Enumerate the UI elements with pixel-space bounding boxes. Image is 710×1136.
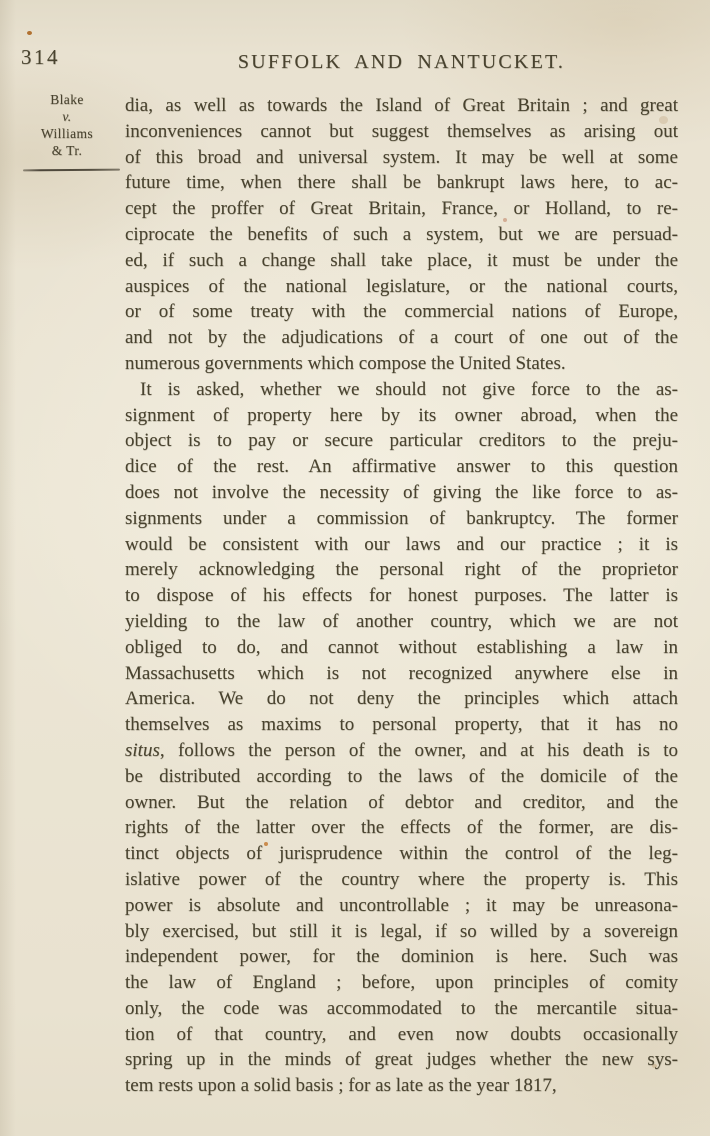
paragraph xyxy=(125,377,678,1099)
text-line: It is asked, whether we should not give force to the as- xyxy=(140,378,678,400)
text-line: yielding to the law of another country, which we are not xyxy=(125,610,678,632)
text-line: or of some treaty with the commercial nations of Europe, xyxy=(125,301,678,323)
stain-speck xyxy=(27,31,32,35)
text-line: themselves as maxims to personal property, that it has no xyxy=(125,714,678,736)
margin-note-line: v. xyxy=(62,108,72,124)
text-line: dia, as well as towards the Island of Great Britain ; and great xyxy=(125,95,678,116)
text-line: auspices of the national legislature, or the national courts, xyxy=(125,275,678,297)
text-line: dice of the rest. An affirmative answer to this question xyxy=(125,456,678,478)
text-line: bly exercised, but still it is legal, if so willed by a sovereign xyxy=(125,920,678,942)
text-line: islative power of the country where the property is. This xyxy=(125,868,678,890)
margin-note xyxy=(14,92,120,160)
text-line: rights of the latter over the effects of the former, are dis- xyxy=(125,817,678,839)
margin-note-rule xyxy=(23,169,120,172)
text-line: tinct objects of jurisprudence within the control of the leg- xyxy=(125,843,678,865)
text-line: cept the proffer of Great Britain, France, or Holland, to re- xyxy=(125,198,678,220)
text-line: does not involve the necessity of giving the like force to as- xyxy=(125,481,678,503)
text-line: future time, when there shall be bankrupt laws here, to ac- xyxy=(125,172,678,194)
margin-note-line: & Tr. xyxy=(51,142,83,158)
text-line: of this broad and universal system. It may be well at some xyxy=(125,146,678,168)
text-line: ciprocate the benefits of such a system, but we are persuad- xyxy=(125,223,678,245)
text-line: would be consistent with our laws and our practice ; it is xyxy=(125,533,678,555)
text-line: object is to pay or secure particular creditors to the preju- xyxy=(125,430,678,452)
text-line: only, the code was accommodated to the mercantile situa- xyxy=(125,997,678,1019)
text-line: power is absolute and uncontrollable ; it may be unreasona- xyxy=(125,894,678,916)
text-line: tem rests upon a solid basis ; for as late as the year 1817, xyxy=(125,1075,557,1097)
text-line: situs, follows the person of the owner, and at his death is to xyxy=(125,739,678,761)
text-line: signments under a commission of bankruptcy. The former xyxy=(125,507,678,529)
text-line: be distributed according to the laws of the domicile of the xyxy=(125,765,678,787)
running-head: SUFFOLK AND NANTUCKET. xyxy=(237,51,566,73)
text-line: obliged to do, and cannot without establishing a law in xyxy=(125,636,678,658)
text-line: ed, if such a change shall take place, it must be under the xyxy=(125,249,678,271)
text-line: America. We do not deny the principles which attach xyxy=(125,688,678,710)
body-text xyxy=(125,93,678,1099)
text-line: Massachusetts which is not recognized anywhere else in xyxy=(125,662,678,684)
text-line: inconveniences cannot but suggest themselves as arising out xyxy=(125,120,678,142)
text-line: independent power, for the dominion is here. Such was xyxy=(125,946,678,968)
text-line: spring up in the minds of great judges whether the new sys- xyxy=(125,1049,678,1071)
text-line: signment of property here by its owner abroad, when the xyxy=(125,404,678,426)
text-line: owner. But the relation of debtor and creditor, and the xyxy=(125,791,678,813)
text-line: and not by the adjudications of a court of one out of the xyxy=(125,327,678,349)
margin-note-line: Blake xyxy=(50,92,84,107)
page-number: 314 xyxy=(21,45,60,69)
text-line: tion of that country, and even now doubts occasionally xyxy=(125,1023,678,1045)
text-line: the law of England ; before, upon principles of comity xyxy=(125,972,678,994)
text-line: numerous governments which compose the United States. xyxy=(125,352,566,374)
text-line: merely acknowledging the personal right of the proprietor xyxy=(125,559,678,581)
paragraph xyxy=(125,93,678,377)
margin-note-line: Williams xyxy=(40,125,94,141)
text-line: to dispose of his effects for honest purposes. The latter is xyxy=(125,585,678,607)
